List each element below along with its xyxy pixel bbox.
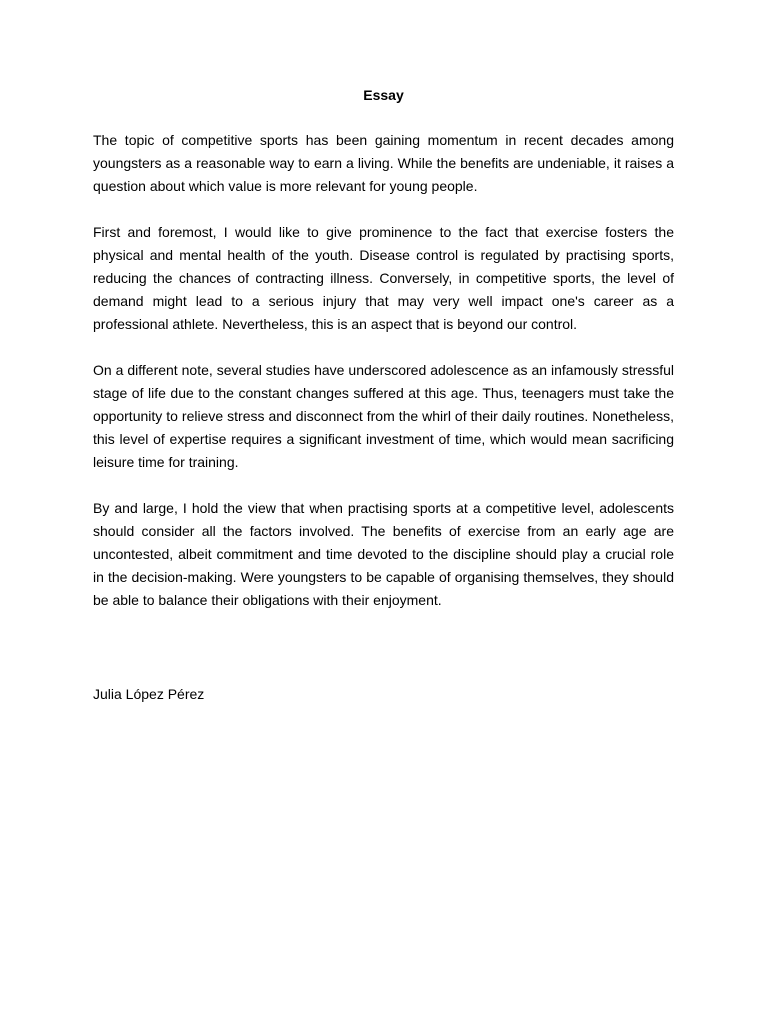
author-signature: Julia López Pérez <box>93 686 205 702</box>
essay-body <box>93 129 674 635</box>
paragraph-stress-relief: On a different note, several studies have underscored adolescence as an infamously stressful stage of life due to the constant changes suffered at this age. Thus, teenagers must take the opportunity to relieve stress and disconnect from the whirl of their daily routines. Nonetheless, this level of expertise requires a significant investment of time, which would mean sacrificing leisure time for training. <box>93 362 674 470</box>
paragraph-health-benefits: First and foremost, I would like to give prominence to the fact that exercise fosters the physical and mental health of the youth. Disease control is regulated by practising sports, reducing the chances of contracting illness. Conversely, in competitive sports, the level of demand might lead to a serious injury that may very well impact one's career as a professional athlete. Nevertheless, this is an aspect that is beyond our control. <box>93 224 674 332</box>
paragraph-conclusion: By and large, I hold the view that when practising sports at a competitive level, adolescents should consider all the factors involved. The benefits of exercise from an early age are uncontested, albeit commitment and time devoted to the discipline should play a crucial role in the decision-making. Were youngsters to be capable of organising themselves, they should be able to balance their obligations with their enjoyment. <box>93 500 674 608</box>
paragraph-introduction: The topic of competitive sports has been gaining momentum in recent decades among youngsters as a reasonable way to earn a living. While the benefits are undeniable, it raises a question about which value is more relevant for young people. <box>93 132 674 194</box>
document-title: Essay <box>363 87 404 103</box>
